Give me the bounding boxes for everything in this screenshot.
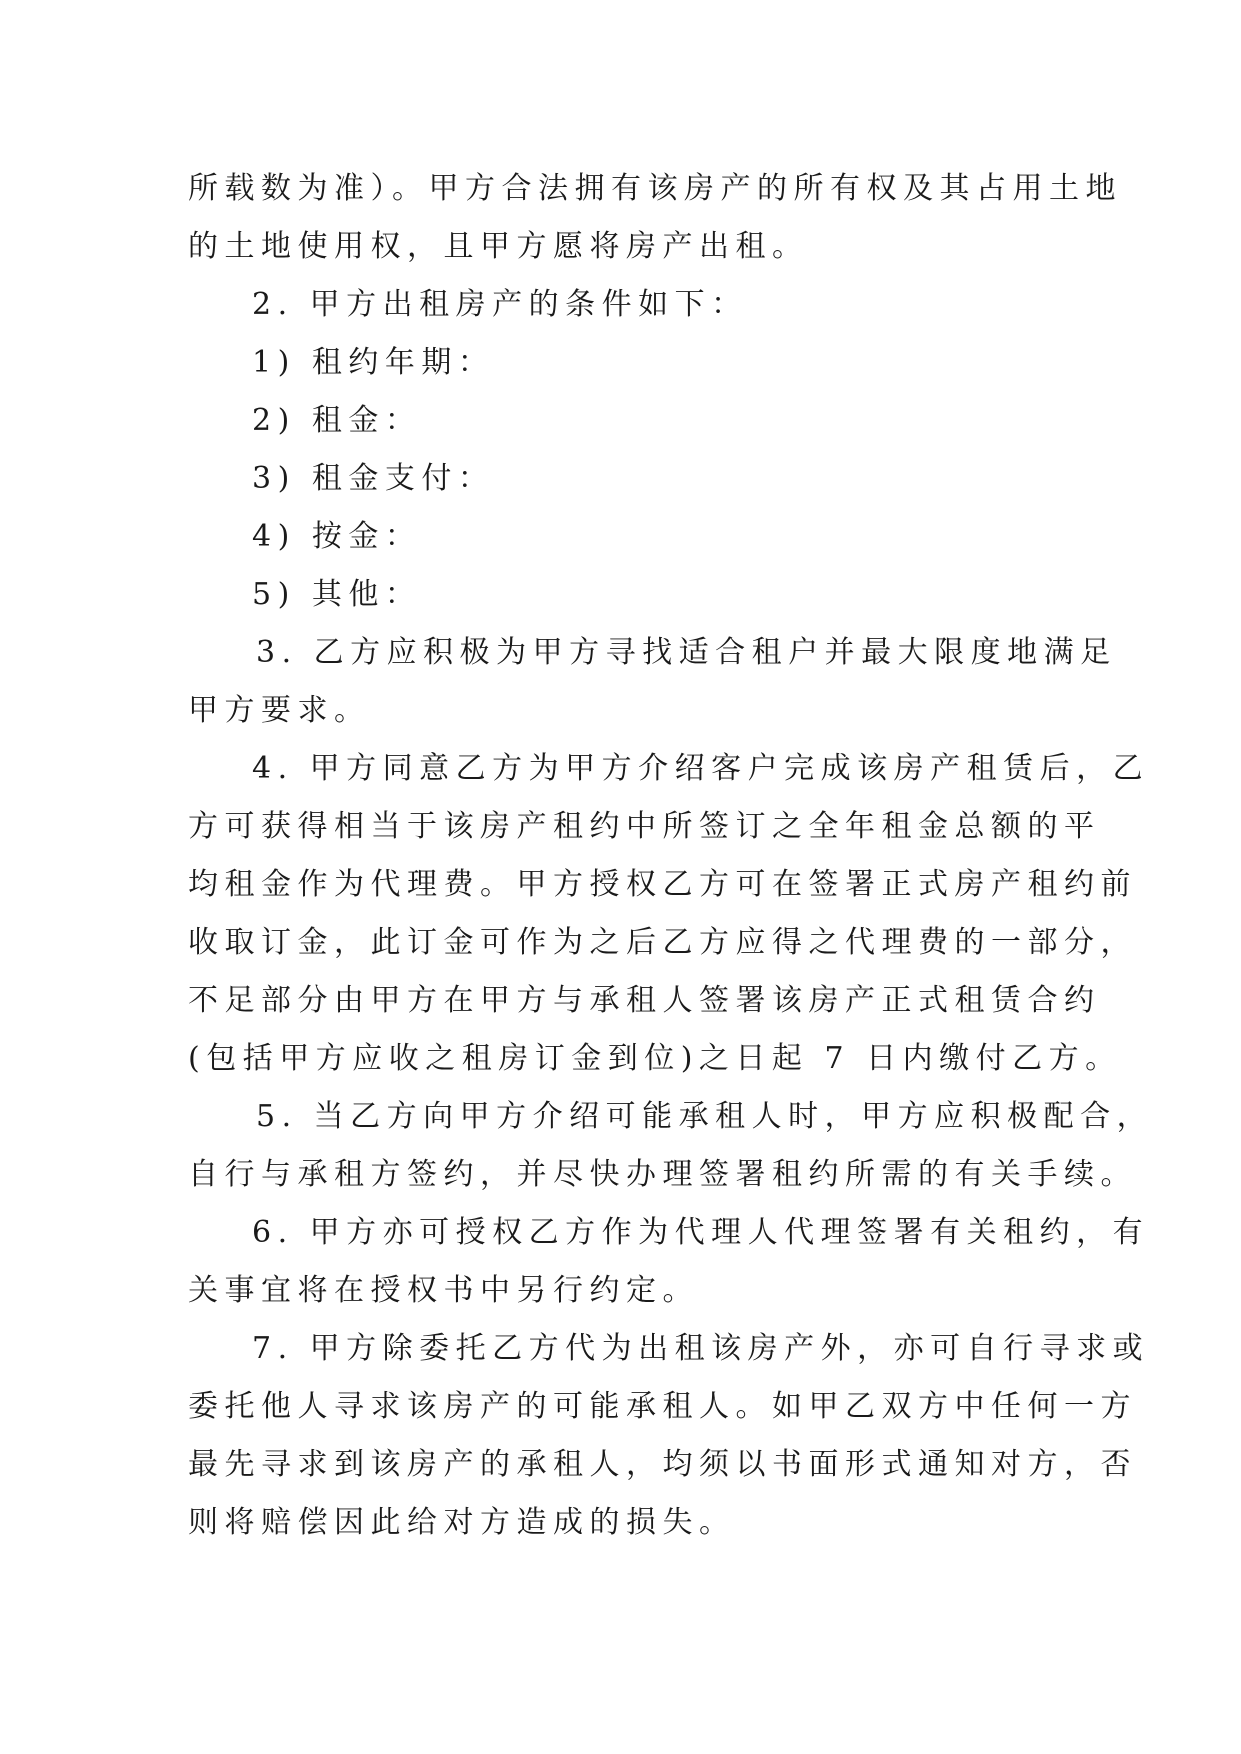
paragraph-line: 收取订金，此订金可作为之后乙方应得之代理费的一部分， [188,925,1137,960]
paragraph-line: 方可获得相当于该房产租约中所签订之全年租金总额的平 [188,809,1101,844]
paragraph-line: 关事宜将在授权书中另行约定。 [188,1273,699,1308]
clause-5: 5. 当乙方向甲方介绍可能承租人时，甲方应积极配合， [256,1099,1154,1134]
clause-4: 4. 甲方同意乙方为甲方介绍客户完成该房产租赁后，乙 [252,751,1150,786]
condition-item-2: 2) 租金： [252,403,422,438]
paragraph-line: (包括甲方应收之租房订金到位)之日起 7 日内缴付乙方。 [188,1041,1122,1076]
paragraph-line: 甲方要求。 [188,693,371,728]
condition-item-4: 4) 按金： [252,519,422,554]
clause-7: 7. 甲方除委托乙方代为出租该房产外，亦可自行寻求或 [252,1331,1150,1366]
paragraph-line: 所载数为准）。甲方合法拥有该房产的所有权及其占用土地 [188,171,1122,206]
condition-item-3: 3) 租金支付： [252,461,495,496]
paragraph-line: 则将赔偿因此给对方造成的损失。 [188,1505,736,1540]
clause-2-heading: 2. 甲方出租房产的条件如下： [252,287,748,322]
paragraph-line: 均租金作为代理费。甲方授权乙方可在签署正式房产租约前 [188,867,1137,902]
condition-item-5: 5) 其他： [252,577,422,612]
paragraph-line: 委托他人寻求该房产的可能承租人。如甲乙双方中任何一方 [188,1389,1137,1424]
paragraph-line: 最先寻求到该房产的承租人，均须以书面形式通知对方，否 [188,1447,1137,1482]
clause-3: 3. 乙方应积极为甲方寻找适合租户并最大限度地满足 [256,635,1117,670]
clause-6: 6. 甲方亦可授权乙方作为代理人代理签署有关租约，有 [252,1215,1150,1250]
paragraph-line: 自行与承租方签约，并尽快办理签署租约所需的有关手续。 [188,1157,1137,1192]
condition-item-1: 1) 租约年期： [252,345,495,380]
paragraph-line: 不足部分由甲方在甲方与承租人签署该房产正式租赁合约 [188,983,1101,1018]
document-body [188,160,1154,1552]
paragraph-line: 的土地使用权，且甲方愿将房产出租。 [188,229,809,264]
